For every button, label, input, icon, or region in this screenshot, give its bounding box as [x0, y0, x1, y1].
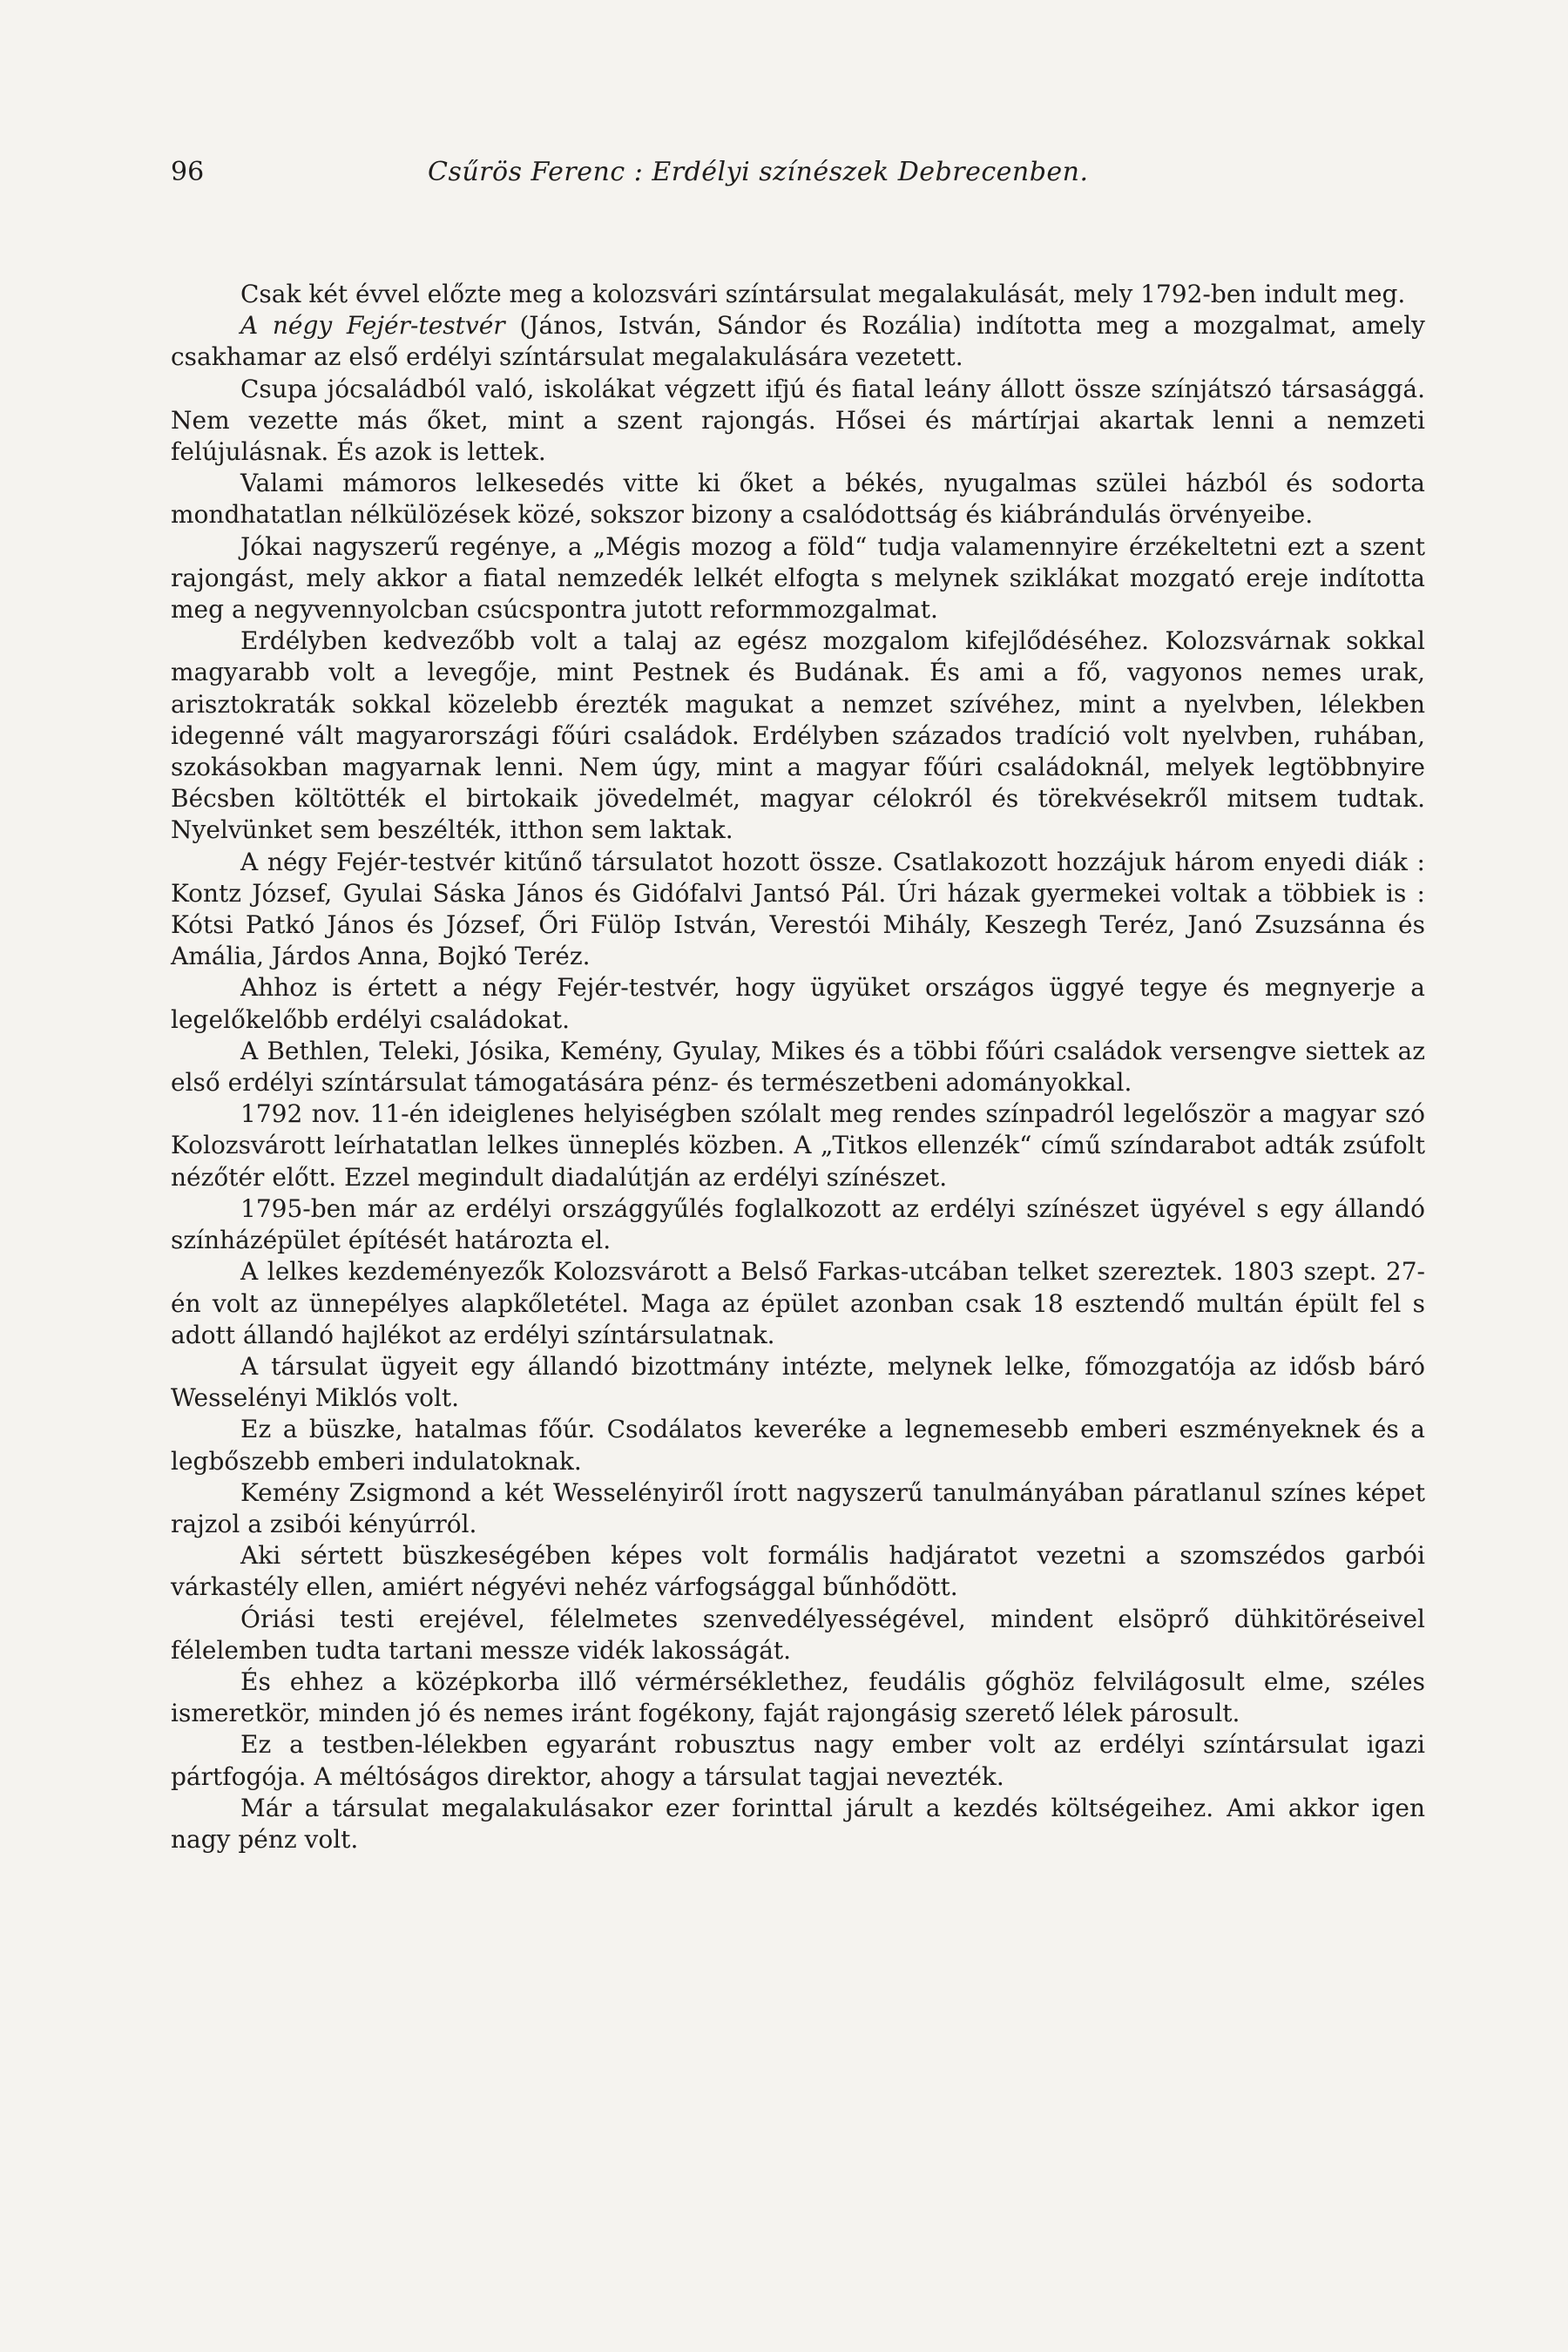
- paragraph: Már a társulat megalakulásakor ezer forinttal járult a kezdés költségeihez. Ami akkor igen nagy pénz volt.: [171, 1793, 1425, 1854]
- paragraph: A társulat ügyeit egy állandó bizottmány intézte, melynek lelke, főmozgatója az idősb báró Wesselényi Miklós volt.: [171, 1351, 1425, 1413]
- paragraph: Kemény Zsigmond a két Wesselényiről írott nagyszerű tanulmányában páratlanul színes képet rajzol a zsibói kényúrról.: [171, 1477, 1425, 1538]
- paragraph: Erdélyben kedvezőbb volt a talaj az egész mozgalom kifejlődéséhez. Kolozsvárnak sokkal magyarabb volt a levegője, mint Pestnek és Budának. És ami a fő, vagyonos nemes urak, arisztokraták sokkal közelebb érezték magukat a nemzet szívéhez, mint a nyelvben, lélekben idegenné vált magyarországi főúri családok. Erdélyben százados tradíció volt nyelvben, ruhában, szokásokban magyarnak lenni. Nem úgy, mint a magyar főúri családoknál, melyek legtöbbnyire Bécsben költötték el birtokaik jövedelmét, magyar célokról és törekvésekről mitsem tudtak. Nyelvünket sem beszélték, itthon sem laktak.: [171, 626, 1425, 845]
- paragraph: Valami mámoros lelkesedés vitte ki őket a békés, nyugalmas szülei házból és sodorta mondhatatlan nélkülözések közé, sokszor bizony a csalódottság és kiábrándulás örvényeibe.: [171, 469, 1425, 530]
- italic-lead: A négy Fejér-testvér: [240, 311, 505, 341]
- paragraph: A Bethlen, Teleki, Jósika, Kemény, Gyulay, Mikes és a többi főúri családok versengve siettek az első erdélyi színtársulat támogatására pénz- és természetbeni adományokkal.: [171, 1036, 1425, 1098]
- running-header: [171, 157, 1425, 200]
- paragraph: 1792 nov. 11-én ideiglenes helyiségben szólalt meg rendes színpadról legelőször a magyar szó Kolozsvárott leírhatatlan lelkes ünneplés közben. A „Titkos ellenzék“ című színdarabot adták zsúfolt nézőtér előtt. Ezzel megindult diadalútján az erdélyi színészet.: [171, 1099, 1425, 1192]
- running-title: Csűrös Ferenc : Erdélyi színészek Debrecenben.: [428, 157, 1089, 187]
- paragraph: Aki sértett büszkeségében képes volt formális hadjáratot vezetni a szomszédos garbói várkastély ellen, amiért négyévi nehéz várfogsággal bűnhődött.: [171, 1541, 1425, 1602]
- paragraph: Óriási testi erejével, félelmetes szenvedélyességével, mindent elsöprő dühkitöréseivel félelemben tudta tartani messze vidék lakosságát.: [171, 1604, 1425, 1665]
- paragraph: 1795-ben már az erdélyi országgyűlés foglalkozott az erdélyi színészet ügyével s egy állandó színházépület építését határozta el.: [171, 1193, 1425, 1255]
- paragraph: Ahhoz is értett a négy Fejér-testvér, hogy ügyüket országos üggyé tegye és megnyerje a legelőkelőbb erdélyi családokat.: [171, 973, 1425, 1034]
- paragraph: Jókai nagyszerű regénye, a „Mégis mozog a föld“ tudja valamennyire érzékeltetni ezt a szent rajongást, mely akkor a fiatal nemzedék lelkét elfogta s melynek sziklákat mozgató ereje indította meg a negyvennyolcban csúcspontra jutott reformmozgalmat.: [171, 531, 1425, 625]
- paragraph: A lelkes kezdeményezők Kolozsvárott a Belső Farkas-utcában telket szereztek. 1803 szept. 27-én volt az ünnepélyes alapkőletétel. Maga az épület azonban csak 18 esztendő multán épült fel s adott állandó hajlékot az erdélyi színtársulatnak.: [171, 1257, 1425, 1349]
- paragraph: Ez a büszke, hatalmas főúr. Csodálatos keveréke a legnemesebb emberi eszményeknek és a legbőszebb emberi indulatoknak.: [171, 1415, 1425, 1476]
- page-number: 96: [171, 157, 205, 187]
- paragraph: [171, 310, 1425, 373]
- body-text: [171, 279, 1425, 2178]
- paragraph-text: (János, István, Sándor és Rozália) indította meg a mozgalmat, amely csakhamar az első erdélyi színtársulat megalakulására vezetett.: [171, 311, 1426, 372]
- paragraph: Csak két évvel előzte meg a kolozsvári színtársulat megalakulását, mely 1792-ben indult meg.: [240, 280, 1406, 308]
- paragraph: Ez a testben-lélekben egyaránt robusztus nagy ember volt az erdélyi színtársulat igazi pártfogója. A méltóságos direktor, ahogy a társulat tagjai nevezték.: [171, 1730, 1425, 1791]
- paragraph: A négy Fejér-testvér kitűnő társulatot hozott össze. Csatlakozott hozzájuk három enyedi diák : Kontz József, Gyulai Sáska János és Gidófalvi Jantsó Pál. Úri házak gyermekei voltak a többiek is : Kótsi Patkó János és József, Őri Fülöp István, Verestói Mihály, Keszegh Teréz, Janó Zsuzsánna és Amália, Járdos Anna, Bojkó Teréz.: [171, 847, 1425, 971]
- paragraph: És ehhez a középkorba illő vérmérséklethez, feudális gőghöz felvilágosult elme, széles ismeretkör, minden jó és nemes iránt fogékony, faját rajongásig szerető lélek párosult.: [171, 1666, 1425, 1728]
- paragraph: Csupa jócsaládból való, iskolákat végzett ifjú és fiatal leány állott össze színjátszó társasággá. Nem vezette más őket, mint a szent rajongás. Hősei és mártírjai akartak lenni a nemzeti felújulásnak. És azok is lettek.: [171, 374, 1425, 467]
